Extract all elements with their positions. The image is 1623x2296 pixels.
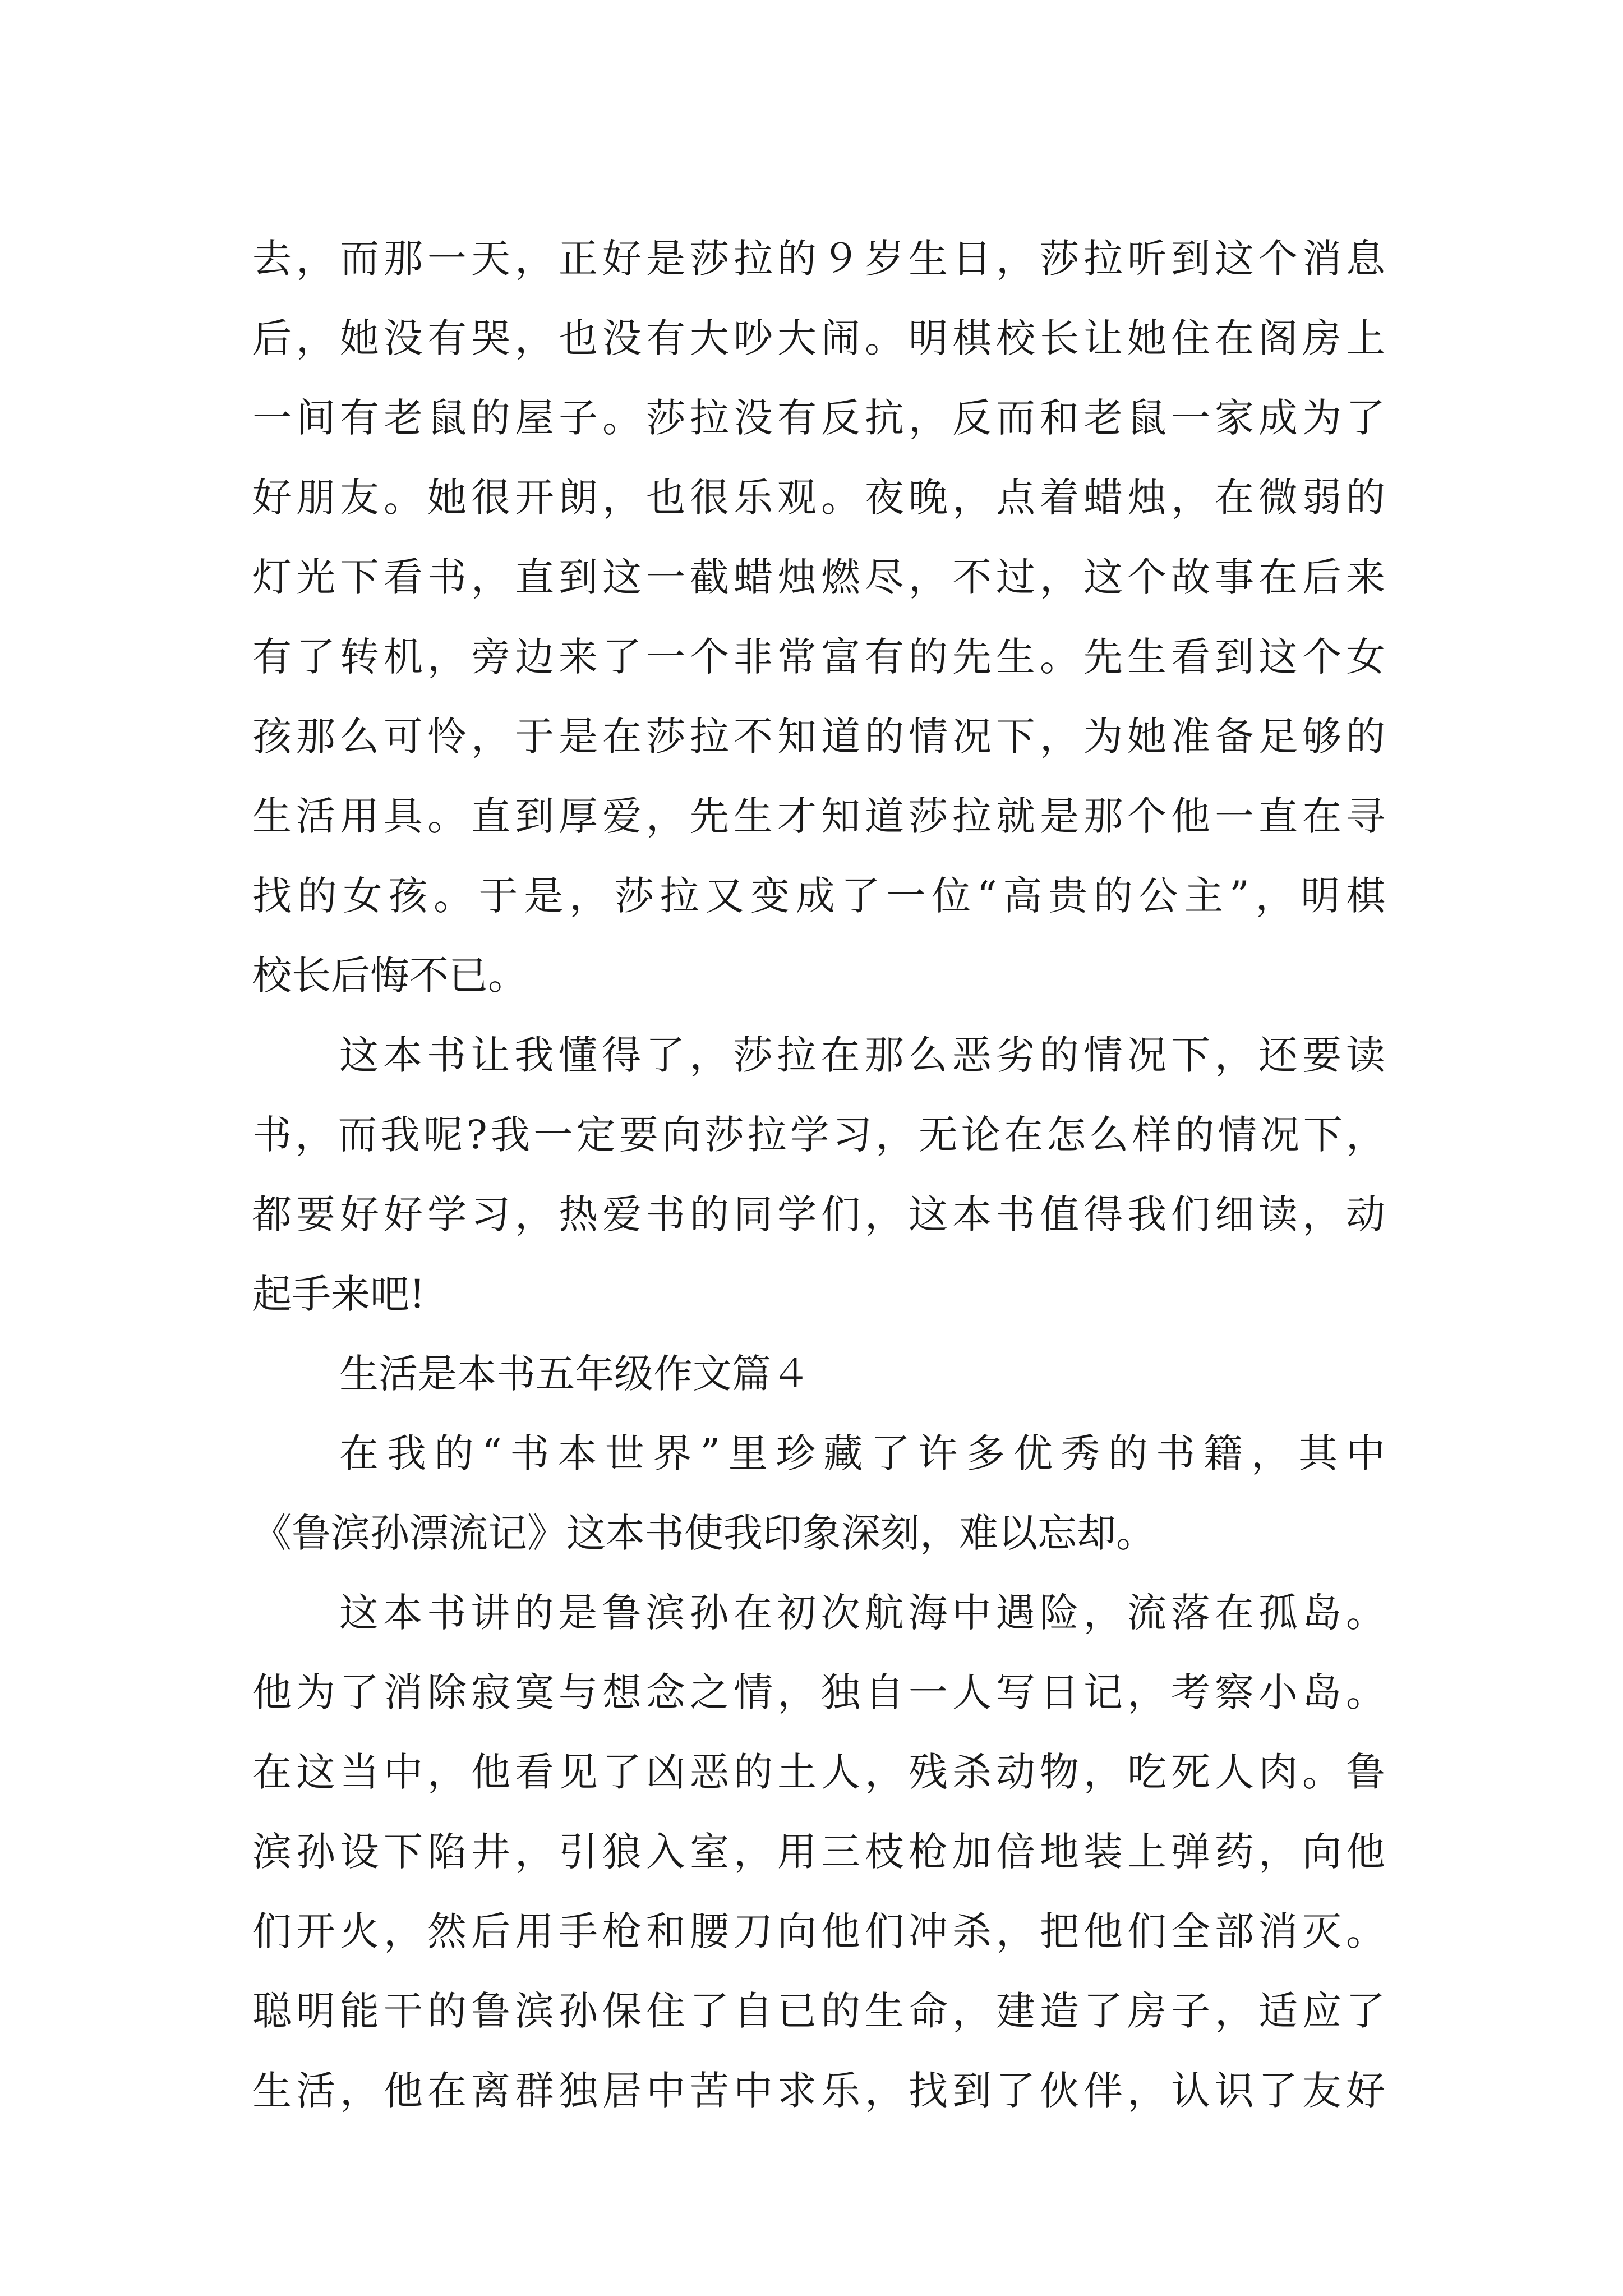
section-heading: 生活是本书五年级作文篇４ (339, 1351, 810, 1397)
paragraph-first-line: 这本书让我懂得了，莎拉在那么恶劣的情况下，还要读 (339, 1032, 1385, 1078)
text-line: 在这当中，他看见了凶恶的土人，残杀动物，吃死人肉。鲁 (252, 1749, 1385, 1795)
text-line: 《鲁滨孙漂流记》这本书使我印象深刻，难以忘却。 (252, 1510, 1155, 1556)
text-line: 有了转机，旁边来了一个非常富有的先生。先生看到这个女 (252, 634, 1385, 680)
text-line: 们开火，然后用手枪和腰刀向他们冲杀，把他们全部消灭。 (252, 1908, 1385, 1954)
text-line: 后，她没有哭，也没有大吵大闹。明棋校长让她住在阁房上 (252, 315, 1385, 361)
paragraph-first-line: 在我的“书本世界”里珍藏了许多优秀的书籍，其中 (339, 1430, 1385, 1476)
text-line: 都要好好学习，热爱书的同学们，这本书值得我们细读，动 (252, 1191, 1385, 1237)
text-line: 聪明能干的鲁滨孙保住了自已的生命，建造了房子，适应了 (252, 1988, 1385, 2034)
text-line: 滨孙设下陷井，引狼入室，用三枝枪加倍地装上弹药，向他 (252, 1829, 1385, 1875)
text-line: 书，而我呢?我一定要向莎拉学习，无论在怎么样的情况下， (252, 1112, 1385, 1158)
text-line: 找的女孩。于是，莎拉又变成了一位“高贵的公主”，明棋 (252, 873, 1385, 919)
text-line: 起手来吧! (252, 1271, 426, 1317)
text-line: 一间有老鼠的屋子。莎拉没有反抗，反而和老鼠一家成为了 (252, 395, 1385, 441)
paragraph-first-line: 这本书讲的是鲁滨孙在初次航海中遇险，流落在孤岛。 (339, 1590, 1385, 1636)
text-line: 去，而那一天，正好是莎拉的９岁生日，莎拉听到这个消息 (252, 236, 1385, 282)
text-line: 生活，他在离群独居中苦中求乐，找到了伙伴，认识了友好 (252, 2068, 1385, 2114)
text-line: 生活用具。直到厚爱，先生才知道莎拉就是那个他一直在寻 (252, 793, 1385, 839)
text-line: 灯光下看书，直到这一截蜡烛燃尽，不过，这个故事在后来 (252, 554, 1385, 600)
text-line: 校长后悔不已。 (252, 953, 527, 999)
text-line: 他为了消除寂寞与想念之情，独自一人写日记，考察小岛。 (252, 1669, 1385, 1715)
text-line: 孩那么可怜，于是在莎拉不知道的情况下，为她准备足够的 (252, 714, 1385, 760)
text-line: 好朋友。她很开朗，也很乐观。夜晚，点着蜡烛，在微弱的 (252, 475, 1385, 521)
body-text (252, 219, 1385, 2131)
